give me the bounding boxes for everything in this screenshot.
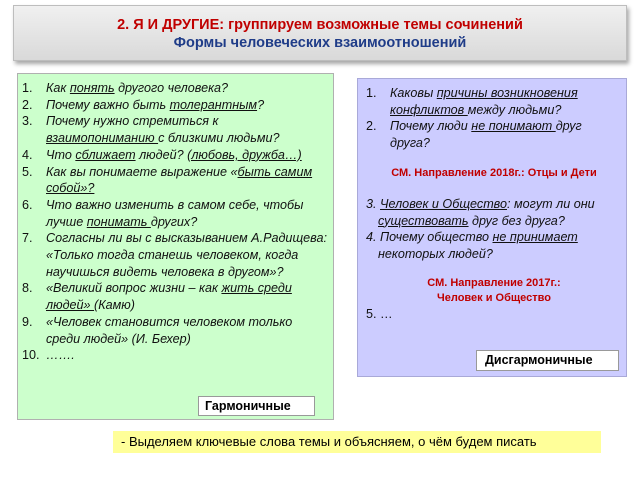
item-text: Как понять другого человека?	[46, 81, 229, 95]
list-item	[22, 197, 327, 230]
item-text: «Великий вопрос жизни – как жить среди людей» (Камю)	[46, 281, 292, 313]
title-banner	[13, 5, 627, 61]
item-number: 8.	[22, 281, 33, 296]
item-number: 5.	[22, 164, 33, 179]
keyword: быть самим собой»?	[46, 164, 313, 196]
item-text: Почему важно быть толерантным?	[46, 97, 265, 112]
item-text: …….	[46, 348, 75, 363]
item-text: Что важно изменить в самом себе, чтобы лучше понимать других?	[46, 197, 304, 229]
item-text: Каковы причины возникновения конфликтов между людьми?	[390, 86, 578, 117]
list-item	[22, 113, 327, 146]
item-text: Почему люди не понимают друг друга?	[390, 119, 582, 151]
item-number: 10.	[22, 348, 40, 363]
harmonious-label: Гармоничные	[198, 396, 315, 416]
harmonious-topics-panel	[17, 73, 334, 420]
keyword: (любовь, дружба…)	[187, 147, 302, 162]
item-number: 4.	[22, 147, 33, 162]
item-number: 2.	[22, 97, 33, 112]
keyword: не принимает	[492, 230, 578, 245]
keyword: не понимают	[471, 119, 556, 134]
keyword: толерантным	[169, 97, 258, 112]
keyword: причины возникновения конфликтов	[390, 86, 578, 117]
list-item	[22, 347, 327, 364]
item-text: Согласны ли вы с высказыванием А.Радищева: «Только тогда станешь человеком, когда научишься видеть человека в другом»?	[46, 231, 327, 279]
list-item	[22, 280, 327, 313]
slide-title: 2. Я И ДРУГИЕ: группируем возможные темы сочинений	[117, 17, 523, 33]
item-number: 1.	[22, 81, 33, 95]
list-item: 4. Почему общество не принимает некоторых людей?	[366, 230, 578, 261]
item-text: Как вы понимаете выражение «быть самим собой»?	[46, 164, 313, 196]
direction-note-2017: СМ. Направление 2017г.: Человек и Общество	[427, 276, 561, 304]
keyword: сближает	[75, 147, 136, 162]
keyword: взаимопониманию	[46, 131, 159, 146]
item-number: 3.	[22, 114, 33, 129]
item-number: 2.	[366, 119, 377, 134]
item-text: Что сближает людей? (любовь, дружба…)	[46, 147, 302, 162]
disharmonious-topics-panel	[357, 78, 627, 377]
item-number: 6.	[22, 197, 33, 212]
keyword: понимать	[86, 214, 151, 229]
list-item	[22, 230, 327, 280]
list-item	[22, 80, 327, 97]
disharmonious-topic-list	[366, 85, 622, 322]
keyword: существовать	[378, 213, 469, 228]
list-item	[366, 85, 622, 118]
item-text: Почему нужно стремиться к взаимопониманию с близкими людьми?	[46, 114, 280, 146]
item-text: «Человек становится человеком только среди людей» (И. Бехер)	[46, 314, 293, 346]
list-item	[22, 147, 327, 164]
item-number: 9.	[22, 314, 33, 329]
slide-subtitle: Формы человеческих взаимоотношений	[173, 35, 467, 51]
item-number: 1.	[366, 86, 377, 100]
harmonious-topic-list	[22, 80, 327, 364]
list-item	[22, 314, 327, 347]
direction-note-2018: СМ. Направление 2018г.: Отцы и Дети	[391, 166, 597, 179]
item-number: 7.	[22, 231, 33, 246]
keyword: Человек и Общество	[380, 196, 507, 211]
list-item	[366, 118, 622, 151]
list-item	[22, 164, 327, 197]
keyword: понять	[69, 81, 115, 95]
footer-instruction: - Выделяем ключевые слова темы и объясняем, о чём будем писать	[113, 431, 601, 453]
keyword: жить среди людей»	[46, 281, 292, 313]
list-item: 3. Человек и Общество: могут ли они существовать друг без друга?	[366, 196, 595, 228]
disharmonious-label: Дисгармоничные	[476, 350, 619, 371]
list-item: 5. …	[366, 306, 393, 321]
list-item	[22, 97, 327, 114]
